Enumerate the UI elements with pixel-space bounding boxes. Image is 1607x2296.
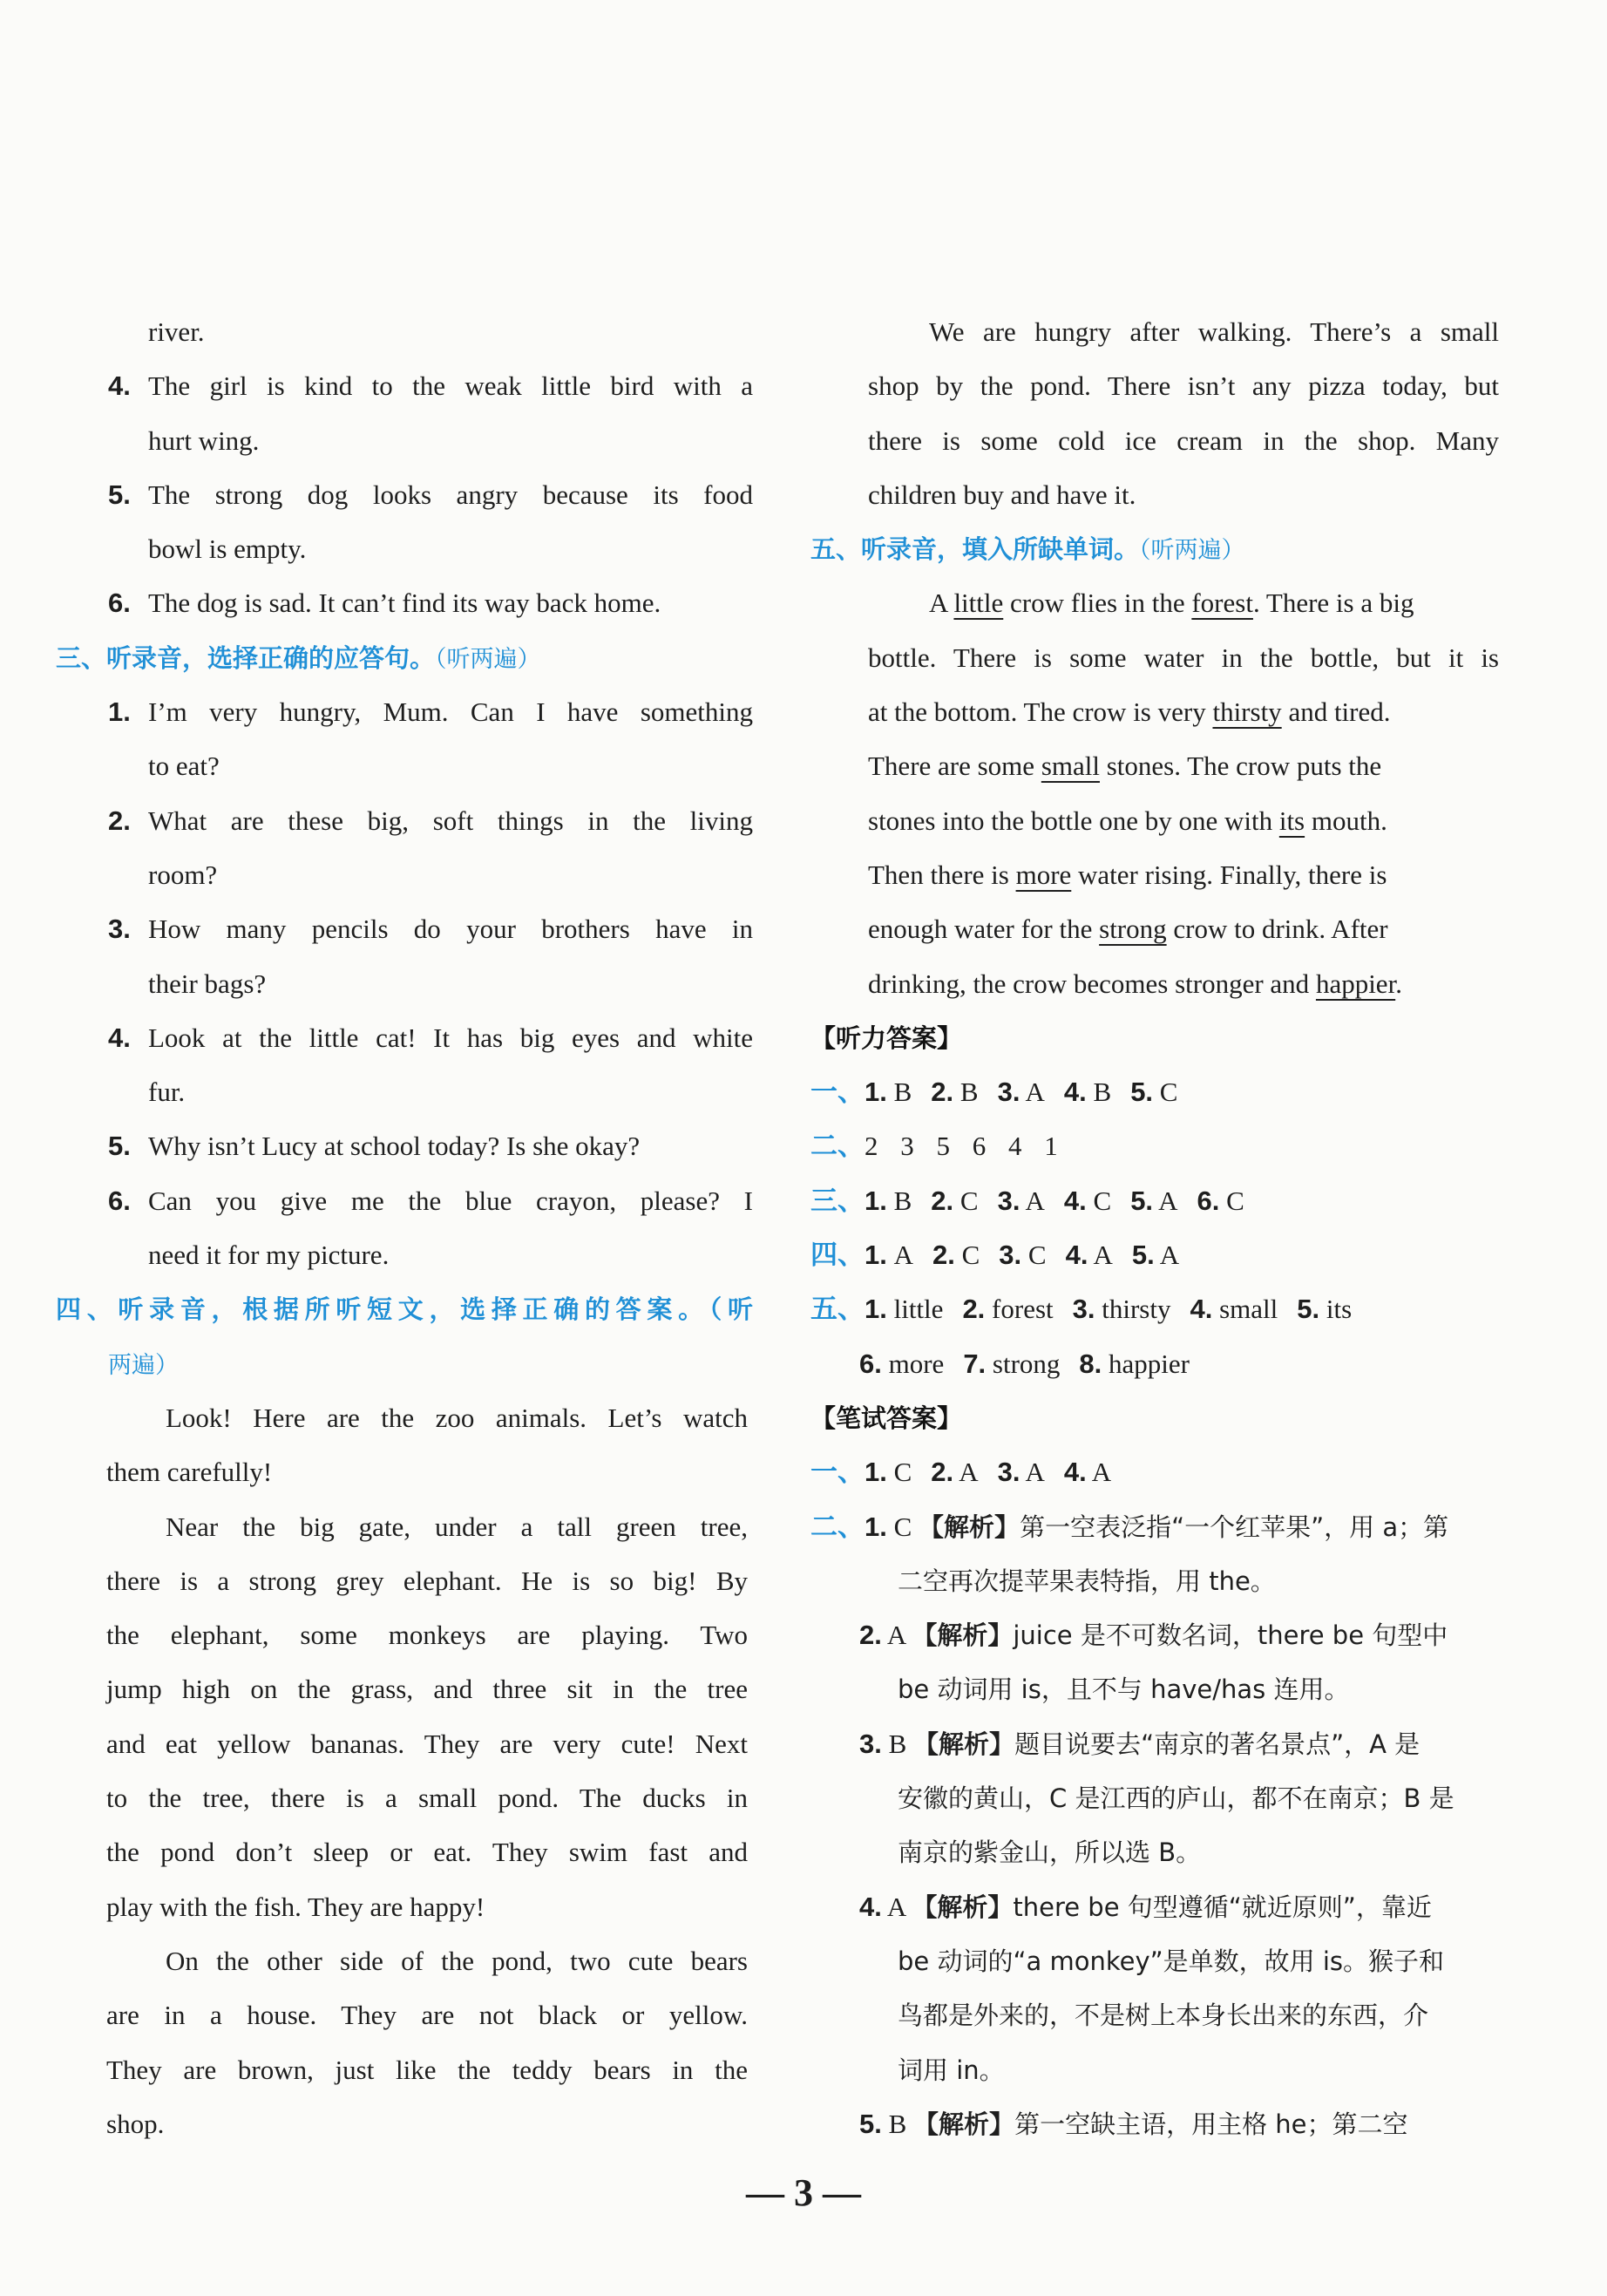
left-column bbox=[56, 305, 753, 2151]
filled-word: more bbox=[1015, 859, 1072, 890]
item-line: 3. How many pencils do your brothers have in bbox=[108, 914, 753, 945]
continued-line: river. bbox=[148, 316, 205, 347]
right-column bbox=[810, 305, 1516, 2151]
passage-line: Near the big gate, under a tall green tree, bbox=[166, 1511, 748, 1542]
item-line: 5. The strong dog looks angry because its food bbox=[108, 479, 753, 510]
listening-answers-header: 【听力答案】 bbox=[810, 1022, 963, 1053]
passage-line: them carefully! bbox=[106, 1457, 273, 1488]
section-4-title-cont: 两遍） bbox=[108, 1351, 179, 1379]
explanation-line: 词用 in。 bbox=[898, 2055, 1005, 2085]
filled-word: happier bbox=[1315, 968, 1396, 999]
filled-word: its bbox=[1278, 805, 1305, 836]
item-line: 6. The dog is sad. It can’t find its way back home. bbox=[108, 588, 661, 619]
item-line: fur. bbox=[148, 1077, 186, 1108]
page-number: — 3 — bbox=[746, 2171, 861, 2214]
passage-line: the pond don’t sleep or eat. They swim fast and bbox=[106, 1837, 748, 1868]
filled-word: strong bbox=[1099, 914, 1167, 945]
answer-row: 四、1. A 2. C 3. C 4. A 5. A bbox=[810, 1240, 1180, 1272]
explanation-line: be 动词用 is，且不与 have/has 连用。 bbox=[898, 1674, 1350, 1705]
section-5-title: 五、听录音，填入所缺单词。（听两遍） bbox=[810, 534, 1245, 565]
answer-row: 一、1. B 2. B 3. A 4. B 5. C bbox=[810, 1077, 1178, 1109]
item-line: 4. The girl is kind to the weak little bird with a bbox=[108, 370, 753, 402]
explanation-line: 3. B 【解析】题目说要去“南京的著名景点”，A 是 bbox=[859, 1728, 1421, 1759]
item-line: their bags? bbox=[148, 968, 267, 999]
cloze-line: bottle. There is some water in the bottle, but it is bbox=[868, 642, 1499, 673]
cloze-line: at the bottom. The crow is very thirsty and tired. bbox=[868, 696, 1391, 728]
filled-word: little bbox=[953, 588, 1004, 619]
explanation-line: 鸟都是外来的，不是树上本身长出来的东西，介 bbox=[898, 2001, 1429, 2031]
passage-line: and eat yellow bananas. They are very cute! Next bbox=[106, 1728, 748, 1759]
answer-row: 二、2 3 5 6 4 1 bbox=[810, 1131, 1058, 1163]
cloze-line: Then there is more water rising. Finally, there is bbox=[868, 859, 1387, 890]
explanation-line: 二空再次提苹果表特指，用 the。 bbox=[898, 1566, 1276, 1596]
passage-line: They are brown, just like the teddy bears in the bbox=[106, 2054, 748, 2085]
filled-word: forest bbox=[1191, 588, 1253, 619]
passage-line: On the other side of the pond, two cute bears bbox=[166, 1945, 748, 1976]
cloze-line: enough water for the strong crow to drink. After bbox=[868, 914, 1388, 945]
item-line: hurt wing. bbox=[148, 425, 260, 456]
cloze-line: drinking, the crow becomes stronger and happier. bbox=[868, 968, 1402, 999]
passage-line: shop by the pond. There isn’t any pizza today, but bbox=[868, 370, 1499, 402]
answer-row: 五、1. little 2. forest 3. thirsty 4. small 5. its bbox=[810, 1294, 1353, 1326]
explanation-line: 2. A 【解析】juice 是不可数名词，there be 句型中 bbox=[859, 1620, 1448, 1651]
explanation-line: 安徽的黄山，C 是江西的庐山，都不在南京；B 是 bbox=[898, 1783, 1454, 1814]
passage-line: jump high on the grass, and three sit in the tree bbox=[106, 1674, 748, 1705]
item-line: need it for my picture. bbox=[148, 1240, 390, 1271]
item-line: bowl is empty. bbox=[148, 533, 307, 565]
explanation-line: be 动词的“a monkey”是单数，故用 is。猴子和 bbox=[898, 1946, 1445, 1976]
item-line: 4. Look at the little cat! It has big eyes and white bbox=[108, 1022, 753, 1053]
filled-word: thirsty bbox=[1212, 696, 1282, 728]
cloze-line: stones into the bottle one by one with its mouth. bbox=[868, 805, 1387, 836]
passage-line: Look! Here are the zoo animals. Let’s watch bbox=[166, 1402, 748, 1433]
passage-line: children buy and have it. bbox=[868, 479, 1136, 510]
explanation-line: 二、1. C 【解析】第一空表泛指“一个红苹果”，用 a；第 bbox=[810, 1511, 1449, 1543]
item-line: 5. Why isn’t Lucy at school today? Is she okay? bbox=[108, 1131, 641, 1162]
item-line: room? bbox=[148, 859, 218, 890]
section-3-title: 三、听录音，选择正确的应答句。（听两遍） bbox=[56, 642, 541, 673]
filled-word: small bbox=[1041, 751, 1100, 782]
passage-line: there is some cold ice cream in the shop. Many bbox=[868, 425, 1499, 456]
item-line: 6. Can you give me the blue crayon, please? I bbox=[108, 1185, 753, 1216]
passage-line: are in a house. They are not black or yellow. bbox=[106, 2000, 748, 2031]
passage-line: the elephant, some monkeys are playing. Two bbox=[106, 1620, 748, 1651]
explanation-line: 南京的紫金山，所以选 B。 bbox=[898, 1837, 1202, 1868]
cloze-line: A little crow flies in the forest. There is a big bbox=[929, 588, 1414, 619]
passage-line: to the tree, there is a small pond. The ducks in bbox=[106, 1783, 748, 1814]
item-line: 2. What are these big, soft things in the living bbox=[108, 805, 753, 836]
answer-row: 一、1. C 2. A 3. A 4. A bbox=[810, 1457, 1112, 1489]
answer-row: 三、1. B 2. C 3. A 4. C 5. A 6. C bbox=[810, 1185, 1244, 1217]
answer-row: 6. more 7. strong 8. happier bbox=[859, 1348, 1190, 1379]
cloze-line: There are some small stones. The crow puts the bbox=[868, 751, 1382, 782]
passage-line: play with the fish. They are happy! bbox=[106, 1891, 485, 1922]
passage-line: We are hungry after walking. There’s a small bbox=[929, 316, 1499, 347]
item-line: 1. I’m very hungry, Mum. Can I have something bbox=[108, 696, 753, 728]
explanation-line: 4. A 【解析】there be 句型遵循“就近原则”，靠近 bbox=[859, 1891, 1432, 1922]
explanation-line: 5. B 【解析】第一空缺主语，用主格 he；第二空 bbox=[859, 2108, 1408, 2139]
section-4-title: 四、听录音，根据所听短文，选择正确的答案。（听 bbox=[56, 1294, 753, 1325]
passage-line: there is a strong grey elephant. He is so big! By bbox=[106, 1565, 748, 1596]
written-answers-header: 【笔试答案】 bbox=[810, 1403, 963, 1433]
passage-line: shop. bbox=[106, 2108, 165, 2139]
item-line: to eat? bbox=[148, 751, 220, 782]
